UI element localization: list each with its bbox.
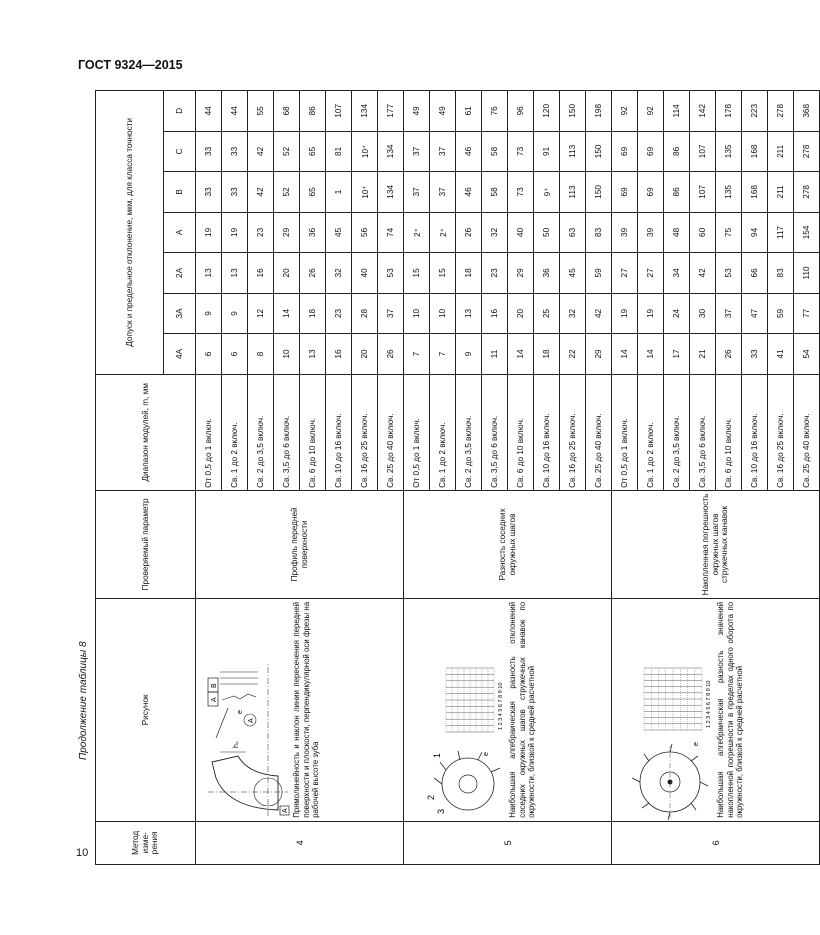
tolerance-value: 21 — [690, 334, 716, 375]
tolerance-value: 65 — [300, 131, 326, 172]
tolerance-value: 69 — [638, 131, 664, 172]
tolerance-value: 36 — [534, 253, 560, 294]
tolerance-value: 150 — [586, 131, 612, 172]
tolerance-value: 211 — [768, 131, 794, 172]
tolerance-value: 107 — [690, 172, 716, 213]
tolerance-value: 23 — [482, 253, 508, 294]
tolerance-value: 37 — [378, 293, 404, 334]
tolerance-value: 11 — [482, 334, 508, 375]
tolerance-value: 27 — [638, 253, 664, 294]
tolerance-value: 33 — [742, 334, 768, 375]
tolerance-value: 81 — [326, 131, 352, 172]
tolerance-value: 45 — [560, 253, 586, 294]
tolerance-value: 39 — [638, 212, 664, 253]
module-range: От 0,5 до 1 включ. — [196, 374, 222, 490]
tolerance-value: 135 — [716, 131, 742, 172]
fig4-label-a: A — [248, 718, 255, 723]
tolerance-value: 20 — [508, 293, 534, 334]
tolerance-value: 46 — [456, 131, 482, 172]
tolerance-value: 49 — [430, 91, 456, 132]
tolerance-value: 26 — [300, 253, 326, 294]
tolerance-value: 16 — [248, 253, 274, 294]
tolerance-value: 14 — [274, 293, 300, 334]
tolerance-value: 26 — [378, 334, 404, 375]
tolerance-value: 86 — [664, 131, 690, 172]
tolerance-value: 53 — [716, 253, 742, 294]
module-range: Св. 6 до 10 включ. — [300, 374, 326, 490]
tolerance-value: 66 — [742, 253, 768, 294]
tolerance-value: 59 — [768, 293, 794, 334]
tolerance-value: 178 — [716, 91, 742, 132]
col-tolerance-header: Допуск и предельное отклонение, мкм, для класса точности — [96, 91, 164, 375]
tolerance-value: 22 — [560, 334, 586, 375]
tolerance-value: 13 — [196, 253, 222, 294]
class-header: D — [164, 91, 196, 132]
tolerance-value: 52 — [274, 131, 300, 172]
figure-cell — [612, 598, 820, 821]
tolerance-value: 13 — [300, 334, 326, 375]
tolerance-value: 47 — [742, 293, 768, 334]
tolerance-value: 44 — [196, 91, 222, 132]
tolerance-value: 37 — [430, 131, 456, 172]
tolerance-value: 41 — [768, 334, 794, 375]
tolerance-value: 32 — [326, 253, 352, 294]
module-range: Св. 1 до 2 включ. — [638, 374, 664, 490]
tolerance-value: 23 — [248, 212, 274, 253]
tolerance-value: 14 — [612, 334, 638, 375]
tolerance-value: 54 — [794, 334, 820, 375]
class-header: 2А — [164, 253, 196, 294]
tolerance-value: 56 — [352, 212, 378, 253]
tolerance-value: 61 — [456, 91, 482, 132]
tolerance-value: 198 — [586, 91, 612, 132]
tolerance-value: 154 — [794, 212, 820, 253]
tolerance-value: 73 — [508, 172, 534, 213]
tolerance-value: 15 — [430, 253, 456, 294]
checked-parameter: Накопленная погрешность окружных шагов стружечных канавок — [612, 490, 820, 598]
tolerance-value: 58 — [482, 172, 508, 213]
tolerance-value: 13 — [456, 293, 482, 334]
module-range: От 0,5 до 1 включ. — [404, 374, 430, 490]
tolerance-value: 36 — [300, 212, 326, 253]
tolerance-value: 9 — [456, 334, 482, 375]
tolerance-value: 68 — [274, 91, 300, 132]
tolerance-value: 37 — [716, 293, 742, 334]
tolerance-value: 60 — [690, 212, 716, 253]
method-number: 4 — [196, 821, 404, 864]
tolerance-value: 150 — [560, 91, 586, 132]
tolerance-value: 18 — [300, 293, 326, 334]
tolerance-value: 16 — [326, 334, 352, 375]
tolerance-value: 6 — [222, 334, 248, 375]
checked-parameter: Разность соседних окружных шагов — [404, 490, 612, 598]
tolerance-value: 2⁺ — [430, 212, 456, 253]
tolerance-value: 177 — [378, 91, 404, 132]
tolerance-value: 10 — [404, 293, 430, 334]
tolerance-value: 29 — [274, 212, 300, 253]
tolerance-value: 77 — [794, 293, 820, 334]
tolerance-value: 32 — [560, 293, 586, 334]
module-range: Св. 6 до 10 включ. — [716, 374, 742, 490]
fig4-label-h0: h₀ — [233, 740, 240, 748]
tolerance-value: 37 — [404, 131, 430, 172]
tolerance-value: 69 — [612, 131, 638, 172]
fig4-label-e: e — [237, 709, 244, 714]
tolerance-value: 14 — [508, 334, 534, 375]
tolerance-value: 2⁺ — [404, 212, 430, 253]
module-range: Св. 6 до 10 включ. — [508, 374, 534, 490]
tolerance-value: 42 — [586, 293, 612, 334]
tolerance-value: 107 — [326, 91, 352, 132]
document-header: ГОСТ 9324—2015 — [78, 58, 183, 72]
module-range: Св. 1 до 2 включ. — [430, 374, 456, 490]
tolerance-value: 42 — [248, 131, 274, 172]
fig4-label-a: A — [282, 808, 289, 813]
tolerance-value: 33 — [196, 131, 222, 172]
fig5-label-1: 1 — [432, 752, 442, 758]
module-range: Св. 2 до 3,5 включ. — [664, 374, 690, 490]
tolerance-value: 211 — [768, 172, 794, 213]
module-range: Св. 25 до 40 включ. — [586, 374, 612, 490]
fig6-label-e: e — [693, 741, 700, 746]
tolerance-value: 94 — [742, 212, 768, 253]
tolerance-value: 42 — [690, 253, 716, 294]
tolerance-value: 20 — [274, 253, 300, 294]
tolerance-value: 117 — [768, 212, 794, 253]
tolerance-value: 134 — [378, 131, 404, 172]
tolerance-value: 58 — [482, 131, 508, 172]
module-range: Св. 10 до 16 включ. — [534, 374, 560, 490]
tolerance-value: 12 — [248, 293, 274, 334]
tolerance-value: 368 — [794, 91, 820, 132]
tolerance-value: 13 — [222, 253, 248, 294]
figure-caption: Наибольшая алгебраическая разность отклонений соседних окружных шагов стружечных канавок по окружности, близкой к средней расчетной — [508, 601, 537, 818]
table-row — [404, 91, 430, 865]
tolerance-value: 7 — [430, 334, 456, 375]
tolerance-value: 223 — [742, 91, 768, 132]
checked-parameter: Профиль передней поверхности — [196, 490, 404, 598]
tolerance-value: 76 — [482, 91, 508, 132]
tolerance-value: 19 — [196, 212, 222, 253]
tolerance-value: 142 — [690, 91, 716, 132]
fig4-label-b: B — [211, 683, 218, 688]
tolerance-value: 278 — [794, 131, 820, 172]
tolerance-value: 10 — [274, 334, 300, 375]
tolerance-value: 114 — [664, 91, 690, 132]
tolerance-value: 19 — [638, 293, 664, 334]
tolerance-value: 75 — [716, 212, 742, 253]
tolerance-value: 110 — [794, 253, 820, 294]
tolerance-value: 27 — [612, 253, 638, 294]
tolerance-value: 18 — [456, 253, 482, 294]
page-number: 10 — [76, 847, 89, 859]
rotated-table-area — [95, 90, 811, 865]
module-range: Св. 16 до 25 включ. — [560, 374, 586, 490]
tolerance-value: 278 — [768, 91, 794, 132]
fig4-label-a: A — [211, 697, 218, 702]
tolerance-value: 23 — [326, 293, 352, 334]
fig6-scale: 1 2 3 4 5 6 7 8 9 10 — [706, 680, 712, 728]
class-header: 3А — [164, 293, 196, 334]
tolerance-value: 168 — [742, 131, 768, 172]
module-range: Св. 2 до 3,5 включ. — [456, 374, 482, 490]
tolerance-value: 26 — [716, 334, 742, 375]
figure-cell — [196, 598, 404, 821]
tolerance-value: 19 — [222, 212, 248, 253]
tolerance-value: 86 — [664, 172, 690, 213]
tolerance-value: 33 — [222, 172, 248, 213]
figure-caption: Прямолинейность и наклон линии пересечения передней поверхности и плоскости, перпендикулярной оси фрезы на рабочей высоте зуба — [292, 601, 321, 818]
tolerance-value: 50 — [534, 212, 560, 253]
tolerance-value: 83 — [586, 212, 612, 253]
tolerance-value: 32 — [482, 212, 508, 253]
module-range: Св. 16 до 25 включ. — [768, 374, 794, 490]
col-figure-header: Рисунок — [96, 598, 196, 821]
tolerance-value: 20 — [352, 334, 378, 375]
tolerance-value: 74 — [378, 212, 404, 253]
table-body — [196, 91, 820, 865]
tolerance-value: 19 — [612, 293, 638, 334]
col-param-header: Проверяемый параметр — [96, 490, 196, 598]
tolerance-value: 33 — [196, 172, 222, 213]
class-header: С — [164, 131, 196, 172]
tolerance-value: 9 — [222, 293, 248, 334]
table-row — [196, 91, 222, 865]
module-range: Св. 2 до 3,5 включ. — [248, 374, 274, 490]
tolerance-value: 134 — [378, 172, 404, 213]
tolerance-value: 92 — [612, 91, 638, 132]
tolerance-value: 7 — [404, 334, 430, 375]
tolerance-value: 46 — [456, 172, 482, 213]
tolerance-value: 120 — [534, 91, 560, 132]
tolerance-value: 92 — [638, 91, 664, 132]
tolerance-value: 45 — [326, 212, 352, 253]
tolerance-value: 37 — [430, 172, 456, 213]
module-range: Св. 3,5 до 6 включ. — [690, 374, 716, 490]
tolerance-value: 52 — [274, 172, 300, 213]
tolerance-value: 33 — [222, 131, 248, 172]
tolerance-value: 16 — [482, 293, 508, 334]
tolerance-value: 53 — [378, 253, 404, 294]
module-range: Св. 25 до 40 включ. — [378, 374, 404, 490]
tolerance-value: 34 — [664, 253, 690, 294]
module-range: Св. 3,5 до 6 включ. — [482, 374, 508, 490]
tolerance-value: 69 — [638, 172, 664, 213]
tolerance-value: 48 — [664, 212, 690, 253]
class-header: 4А — [164, 334, 196, 375]
tolerance-value: 30 — [690, 293, 716, 334]
tolerance-value: 135 — [716, 172, 742, 213]
tolerance-value: 113 — [560, 172, 586, 213]
class-header: А — [164, 212, 196, 253]
module-range: Св. 1 до 2 включ. — [222, 374, 248, 490]
fig5-scale: 1 2 3 4 5 6 7 8 9 10 — [498, 682, 504, 730]
tolerance-value: 55 — [248, 91, 274, 132]
tolerance-value: 10 — [430, 293, 456, 334]
fig5-label-e: e — [483, 751, 490, 756]
tolerance-value: 83 — [768, 253, 794, 294]
tolerance-value: 49 — [404, 91, 430, 132]
figure-4-drawing — [198, 660, 290, 818]
fig5-label-3: 3 — [436, 808, 446, 814]
tolerance-value: 14 — [638, 334, 664, 375]
module-range: От 0,5 до 1 включ. — [612, 374, 638, 490]
tolerance-value: 40 — [352, 253, 378, 294]
col-method-header: Метод изме- рения — [96, 821, 196, 864]
figure-cell — [404, 598, 612, 821]
tolerance-value: 9 — [196, 293, 222, 334]
tolerance-value: 91 — [534, 131, 560, 172]
table-row — [612, 91, 638, 865]
tolerance-table — [95, 90, 820, 865]
tolerance-value: 29 — [508, 253, 534, 294]
tolerance-value: 17 — [664, 334, 690, 375]
tolerance-value: 26 — [456, 212, 482, 253]
tolerance-value: 6 — [196, 334, 222, 375]
tolerance-value: 278 — [794, 172, 820, 213]
tolerance-value: 10⁺ — [352, 131, 378, 172]
module-range: Св. 10 до 16 включ. — [326, 374, 352, 490]
tolerance-value: 86 — [300, 91, 326, 132]
module-range: Св. 3,5 до 6 включ. — [274, 374, 300, 490]
tolerance-value: 8 — [248, 334, 274, 375]
tolerance-value: 24 — [664, 293, 690, 334]
tolerance-value: 25 — [534, 293, 560, 334]
tolerance-value: 29 — [586, 334, 612, 375]
figure-5-drawing — [406, 660, 506, 818]
method-number: 6 — [612, 821, 820, 864]
tolerance-value: 73 — [508, 131, 534, 172]
tolerance-value: 44 — [222, 91, 248, 132]
tolerance-value: 96 — [508, 91, 534, 132]
tolerance-value: 15 — [404, 253, 430, 294]
figure-caption: Наибольшая алгебраическая разность значений накопленной погрешности в пределах одного оборота по окружности, близкой к средней расчетной — [716, 601, 745, 818]
fig5-label-2: 2 — [426, 794, 436, 800]
tolerance-value: 39 — [612, 212, 638, 253]
module-range: Св. 16 до 25 включ. — [352, 374, 378, 490]
tolerance-value: 107 — [690, 131, 716, 172]
tolerance-value: 150 — [586, 172, 612, 213]
tolerance-value: 40 — [508, 212, 534, 253]
tolerance-value: 18 — [534, 334, 560, 375]
tolerance-value: 65 — [300, 172, 326, 213]
continuation-label: Продолжение таблицы 8 — [78, 641, 89, 760]
tolerance-value: 69 — [612, 172, 638, 213]
class-header: В — [164, 172, 196, 213]
tolerance-value: 63 — [560, 212, 586, 253]
tolerance-value: 28 — [352, 293, 378, 334]
tolerance-value: 10⁺ — [352, 172, 378, 213]
tolerance-value: 59 — [586, 253, 612, 294]
tolerance-value: 9⁺ — [534, 172, 560, 213]
tolerance-value: 168 — [742, 172, 768, 213]
module-range: Св. 10 до 16 включ. — [742, 374, 768, 490]
col-range-header: Диапазон модулей, m, мм — [96, 374, 196, 490]
tolerance-value: 1 — [326, 172, 352, 213]
tolerance-value: 37 — [404, 172, 430, 213]
tolerance-value: 42 — [248, 172, 274, 213]
tolerance-value: 134 — [352, 91, 378, 132]
module-range: Св. 25 до 40 включ. — [794, 374, 820, 490]
figure-6-drawing — [614, 660, 714, 818]
tolerance-value: 113 — [560, 131, 586, 172]
method-number: 5 — [404, 821, 612, 864]
